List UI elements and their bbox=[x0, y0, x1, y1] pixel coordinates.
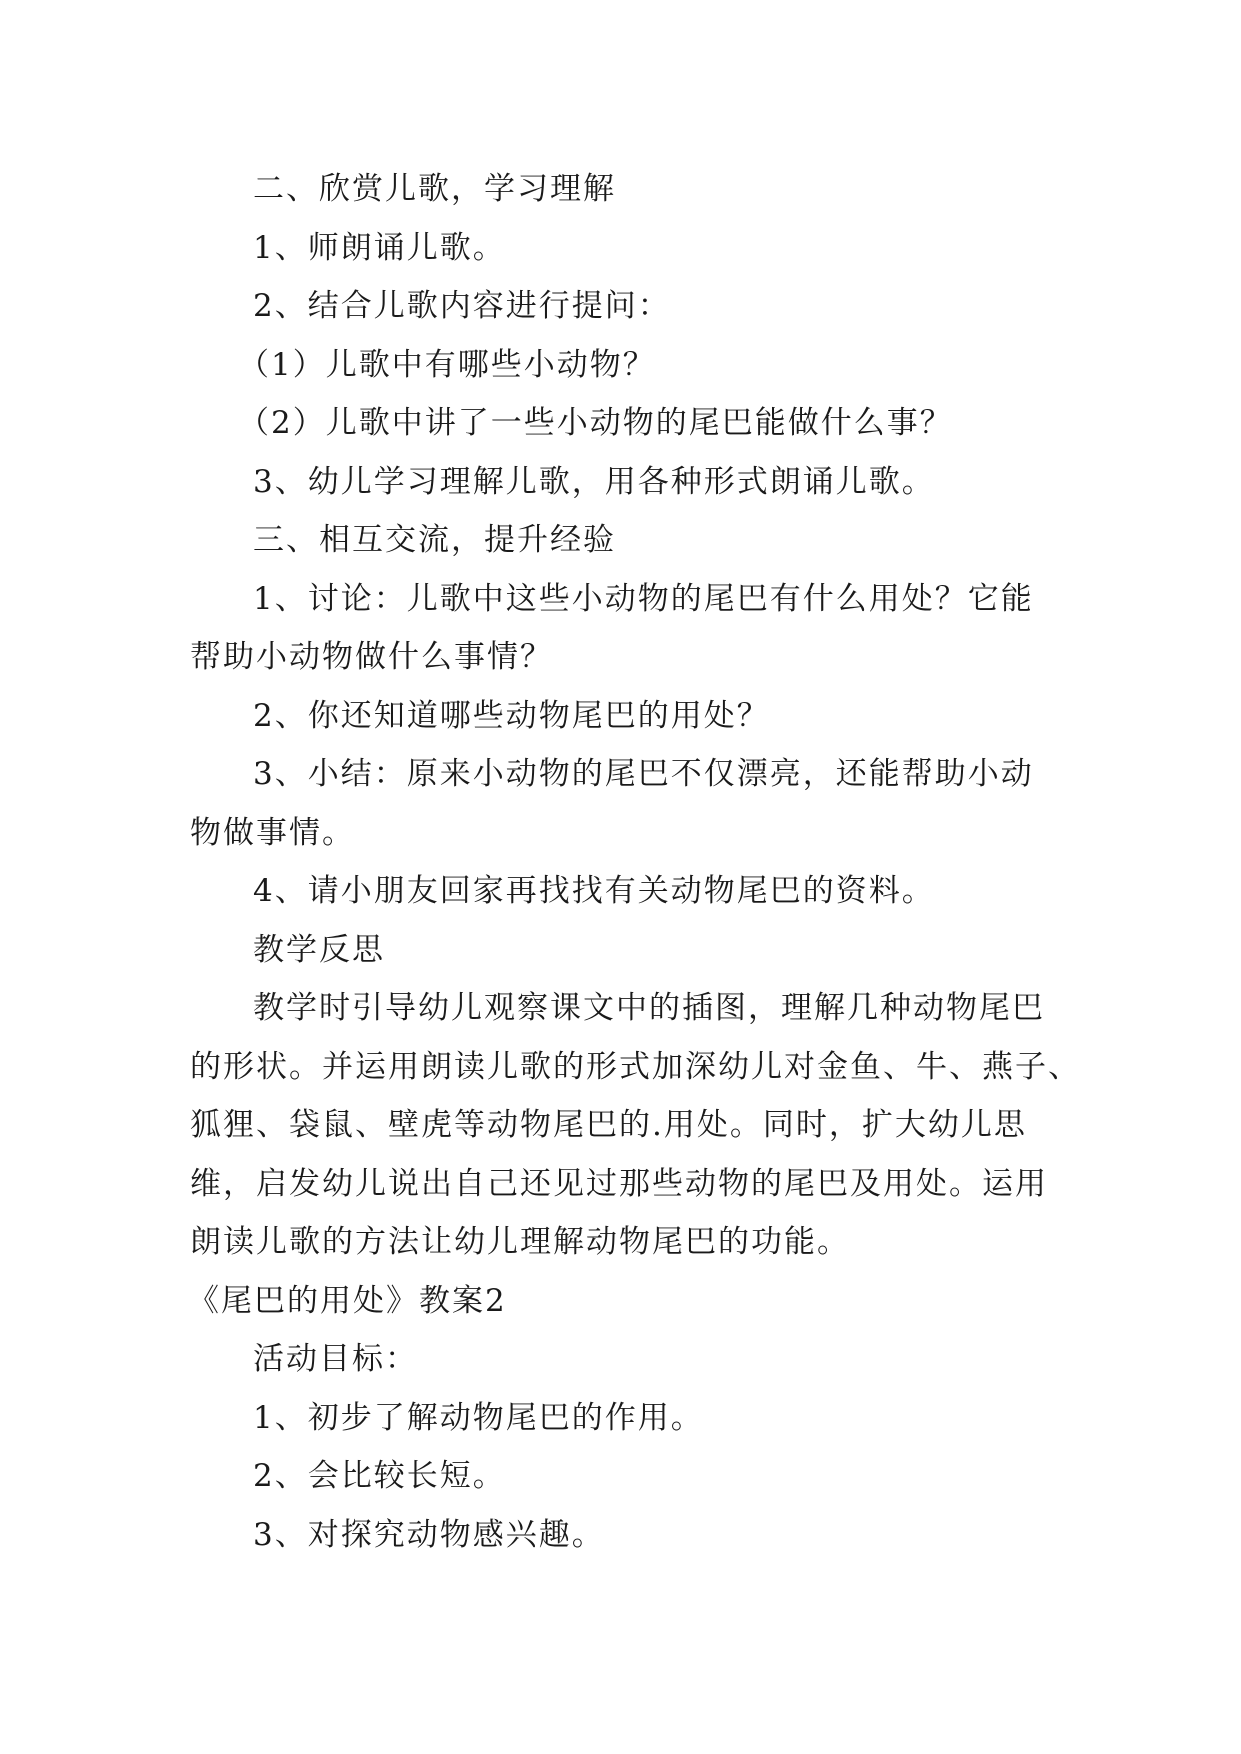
lesson-plan-title: 《尾巴的用处》教案2 bbox=[188, 1282, 507, 1319]
section-heading-appreciate: 二、欣赏儿歌，学习理解 bbox=[253, 171, 616, 207]
paragraph-line: 狐狸、袋鼠、壁虎等动物尾巴的.用处。同时，扩大幼儿思 bbox=[190, 1107, 1027, 1143]
question-item: （1）儿歌中有哪些小动物？ bbox=[238, 346, 656, 383]
list-item: 3、小结：原来小动物的尾巴不仅漂亮，还能帮助小动 bbox=[253, 756, 1034, 792]
section-heading-reflection: 教学反思 bbox=[253, 931, 385, 968]
list-item: 3、对探究动物感兴趣。 bbox=[253, 1516, 605, 1553]
list-item: 1、师朗诵儿歌。 bbox=[253, 229, 506, 266]
list-item: 1、讨论：儿歌中这些小动物的尾巴有什么用处？它能 bbox=[253, 580, 1034, 617]
paragraph-line: 的形状。并运用朗读儿歌的形式加深幼儿对金鱼、牛、燕子、 bbox=[190, 1048, 1081, 1085]
section-heading-exchange: 三、相互交流，提升经验 bbox=[253, 522, 616, 558]
list-item: 2、结合儿歌内容进行提问： bbox=[253, 288, 671, 324]
list-item-continuation: 帮助小动物做什么事情？ bbox=[190, 639, 553, 675]
list-item: 2、会比较长短。 bbox=[253, 1458, 506, 1494]
list-item: 2、你还知道哪些动物尾巴的用处？ bbox=[253, 697, 770, 734]
paragraph-line: 教学时引导幼儿观察课文中的插图，理解几种动物尾巴 bbox=[253, 990, 1045, 1026]
paragraph-line: 朗读儿歌的方法让幼儿理解动物尾巴的功能。 bbox=[190, 1224, 850, 1260]
section-heading-goals: 活动目标： bbox=[253, 1341, 418, 1377]
list-item-continuation: 物做事情。 bbox=[190, 814, 355, 851]
list-item: 4、请小朋友回家再找找有关动物尾巴的资料。 bbox=[253, 873, 935, 909]
list-item: 1、初步了解动物尾巴的作用。 bbox=[253, 1399, 704, 1436]
document-body bbox=[188, 160, 1081, 1564]
paragraph-line: 维，启发幼儿说出自己还见过那些动物的尾巴及用处。运用 bbox=[190, 1165, 1048, 1202]
question-item: （2）儿歌中讲了一些小动物的尾巴能做什么事？ bbox=[238, 405, 953, 441]
list-item: 3、幼儿学习理解儿歌，用各种形式朗诵儿歌。 bbox=[253, 463, 935, 500]
